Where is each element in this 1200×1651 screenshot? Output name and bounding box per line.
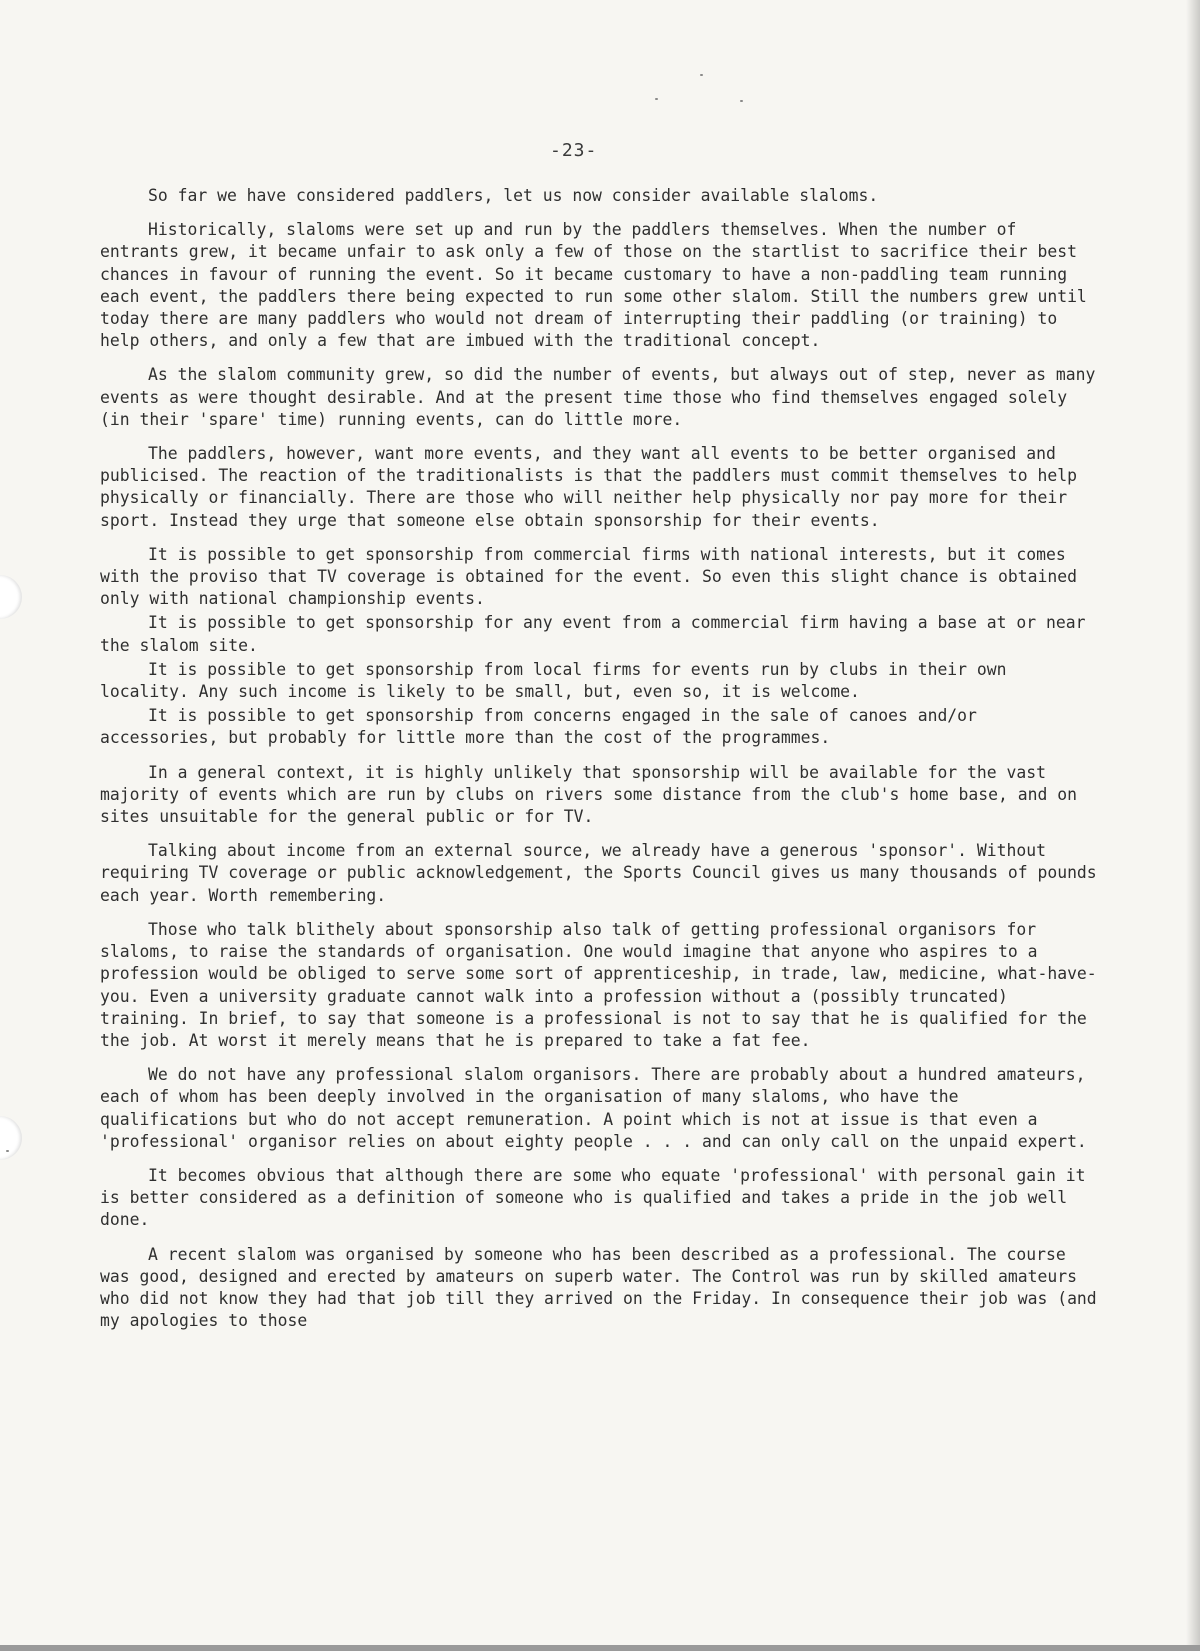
paragraph: We do not have any professional slalom organisors. There are probably about a hundred amateurs, each of whom has been deeply involved in the organisation of many slaloms, who have the qualifications but who do not accept remuneration. A point which is not at issue is that even a 'professional' organisor relies on about eighty people . . . and can only call on the unpaid expert. (100, 1065, 1087, 1151)
page-number: -23- (550, 140, 598, 161)
punch-hole (0, 575, 22, 619)
punch-hole (0, 1116, 22, 1160)
page-bottom-shadow (0, 1645, 1200, 1651)
paragraph: A recent slalom was organised by someone who has been described as a professional. The course was good, designed and erected by amateurs on superb water. The Control was run by skilled amateurs who did not know they had that job till they arrived on the Friday. In consequence their job was (and my apologies to those (100, 1244, 1097, 1331)
paragraph: As the slalom community grew, so did the number of events, but always out of step, never as many events as were thought desirable. And at the present time those who find themselves engaged solely (in their 'spare' time) running events, can do little more. (100, 365, 1096, 429)
paragraph: It is possible to get sponsorship from local firms for events run by clubs in their own locality. Any such income is likely to be small, but, even so, it is welcome. (100, 659, 1007, 702)
page-edge-shadow (1186, 0, 1200, 1651)
paragraph: It is possible to get sponsorship from concerns engaged in the sale of canoes and/or accessories, but probably for little more than the cost of the programmes. (100, 706, 977, 748)
paper-speck (655, 98, 658, 100)
paper-speck (6, 1150, 9, 1152)
paragraph: Those who talk blithely about sponsorship also talk of getting professional organisors for slaloms, to raise the standards of organisation. One would imagine that anyone who aspires to a profession would be obliged to serve some sort of apprenticeship, in trade, law, medicine, what-have-you. Even a university graduate cannot walk into a profession without a (possibly truncated) training. In brief, to say that someone is a professional is not to say that he is qualified for the the job. At worst it merely means that he is prepared to take a fat fee. (100, 919, 1097, 1050)
paragraph: It is possible to get sponsorship from commercial firms with national interests, but it comes with the proviso that TV coverage is obtained for the event. So even this slight chance is obtained only with national championship events. (100, 544, 1077, 609)
paper-speck (740, 100, 743, 102)
paper-speck (700, 74, 703, 76)
paragraph: Talking about income from an external source, we already have a generous 'sponsor'. Without requiring TV coverage or public acknowledgement, the Sports Council gives us many thousands of pounds each year. Worth remembering. (100, 841, 1097, 905)
paragraph: It becomes obvious that although there are some who equate 'professional' with personal gain it is better considered as a definition of someone who is qualified and takes a pride in the job well done. (100, 1165, 1086, 1230)
paragraph: Historically, slaloms were set up and run by the paddlers themselves. When the number of entrants grew, it became unfair to ask only a few of those on the startlist to sacrifice their best chances in favour of running the event. So it became customary to have a non-paddling team running each event, the paddlers there being expected to run some other slalom. Still the numbers grew until today there are many paddlers who would not dream of interrupting their paddling (or training) to help others, and only a few that are imbued with the traditional concept. (100, 220, 1087, 351)
paragraph: It is possible to get sponsorship for any event from a commercial firm having a base at or near the slalom site. (100, 613, 1086, 655)
paragraph: So far we have considered paddlers, let us now consider available slaloms. (148, 186, 879, 205)
paragraph: In a general context, it is highly unlikely that sponsorship will be available for the vast majority of events which are run by clubs on rivers some distance from the club's home base, and on sites unsuitable for the general public or for TV. (100, 762, 1077, 827)
paragraph: The paddlers, however, want more events, and they want all events to be better organised and publicised. The reaction of the traditionalists is that the paddlers must commit themselves to help physically or financially. There are those who will neither help physically nor pay more for their sport. Instead they urge that someone else obtain sponsorship for their events. (100, 444, 1077, 530)
document-body (100, 185, 1100, 1332)
